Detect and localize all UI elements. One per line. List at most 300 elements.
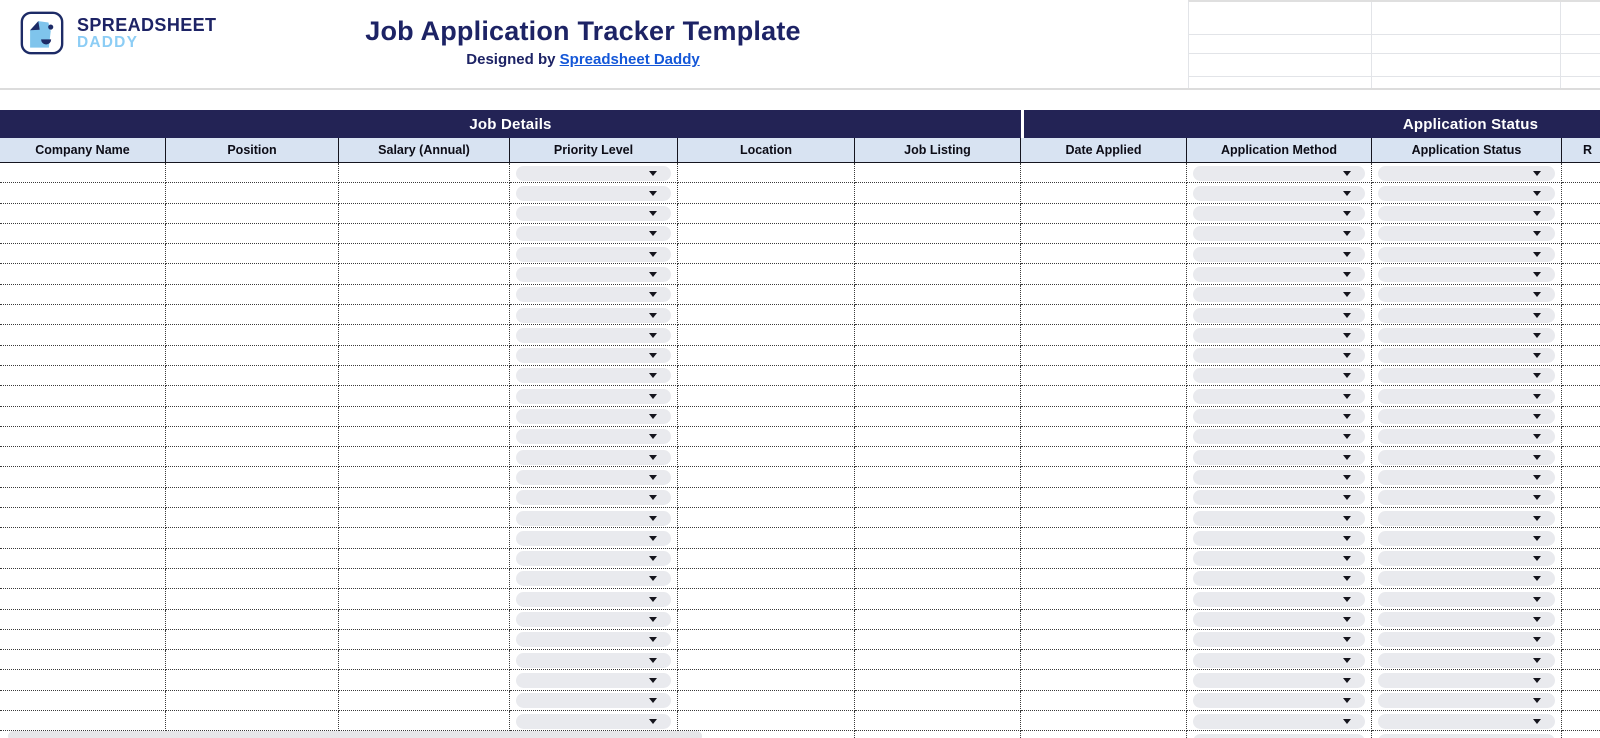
cell-salary-annual[interactable] (339, 589, 510, 609)
cell-salary-annual[interactable] (339, 264, 510, 284)
application-status-dropdown[interactable] (1378, 551, 1555, 566)
cell-salary-annual[interactable] (339, 305, 510, 325)
cell-company-name[interactable] (0, 630, 166, 650)
cell-application-status[interactable] (1372, 670, 1562, 690)
application-status-dropdown[interactable] (1378, 571, 1555, 586)
priority-level-dropdown[interactable] (516, 206, 671, 221)
cell-location[interactable] (678, 285, 855, 305)
application-method-dropdown[interactable] (1193, 247, 1365, 262)
cell-position[interactable] (166, 610, 339, 630)
cell-r[interactable] (1562, 244, 1600, 264)
cell-position[interactable] (166, 488, 339, 508)
cell-r[interactable] (1562, 711, 1600, 731)
cell-job-listing[interactable] (855, 528, 1021, 548)
cell-application-status[interactable] (1372, 407, 1562, 427)
cell-job-listing[interactable] (855, 589, 1021, 609)
cell-priority-level[interactable] (510, 670, 678, 690)
priority-level-dropdown[interactable] (516, 693, 671, 708)
cell-r[interactable] (1562, 528, 1600, 548)
column-header-job-listing[interactable]: Job Listing (855, 138, 1021, 163)
cell-company-name[interactable] (0, 691, 166, 711)
cell-location[interactable] (678, 264, 855, 284)
horizontal-scrollbar-thumb[interactable] (8, 731, 702, 738)
cell-application-status[interactable] (1372, 427, 1562, 447)
cell-job-listing[interactable] (855, 204, 1021, 224)
cell-priority-level[interactable] (510, 204, 678, 224)
application-status-dropdown[interactable] (1378, 592, 1555, 607)
cell-position[interactable] (166, 325, 339, 345)
cell-r[interactable] (1562, 589, 1600, 609)
cell-r[interactable] (1562, 346, 1600, 366)
cell-priority-level[interactable] (510, 407, 678, 427)
cell-application-method[interactable] (1187, 285, 1372, 305)
cell-application-status[interactable] (1372, 630, 1562, 650)
priority-level-dropdown[interactable] (516, 267, 671, 282)
cell-r[interactable] (1562, 650, 1600, 670)
cell-company-name[interactable] (0, 325, 166, 345)
cell-application-method[interactable] (1187, 508, 1372, 528)
cell-location[interactable] (678, 589, 855, 609)
cell-position[interactable] (166, 691, 339, 711)
cell-application-status[interactable] (1372, 569, 1562, 589)
cell-application-status[interactable] (1372, 650, 1562, 670)
cell-company-name[interactable] (0, 427, 166, 447)
priority-level-dropdown[interactable] (516, 612, 671, 627)
cell-application-status[interactable] (1372, 264, 1562, 284)
cell-company-name[interactable] (0, 650, 166, 670)
cell-location[interactable] (678, 569, 855, 589)
priority-level-dropdown[interactable] (516, 409, 671, 424)
cell-company-name[interactable] (0, 447, 166, 467)
cell-application-status[interactable] (1372, 549, 1562, 569)
application-method-dropdown[interactable] (1193, 206, 1365, 221)
priority-level-dropdown[interactable] (516, 571, 671, 586)
application-method-dropdown[interactable] (1193, 632, 1365, 647)
cell-salary-annual[interactable] (339, 183, 510, 203)
cell-priority-level[interactable] (510, 183, 678, 203)
cell-application-method[interactable] (1187, 488, 1372, 508)
cell-company-name[interactable] (0, 508, 166, 528)
cell-company-name[interactable] (0, 670, 166, 690)
cell-position[interactable] (166, 589, 339, 609)
cell-position[interactable] (166, 285, 339, 305)
priority-level-dropdown[interactable] (516, 673, 671, 688)
cell-salary-annual[interactable] (339, 630, 510, 650)
cell-position[interactable] (166, 366, 339, 386)
cell-company-name[interactable] (0, 488, 166, 508)
column-header-company-name[interactable]: Company Name (0, 138, 166, 163)
cell-date-applied[interactable] (1021, 691, 1187, 711)
column-header-application-status[interactable]: Application Status (1372, 138, 1562, 163)
cell-job-listing[interactable] (855, 224, 1021, 244)
cell-application-method[interactable] (1187, 447, 1372, 467)
cell-position[interactable] (166, 528, 339, 548)
cell-location[interactable] (678, 244, 855, 264)
cell-application-status[interactable] (1372, 224, 1562, 244)
cell-company-name[interactable] (0, 183, 166, 203)
cell-company-name[interactable] (0, 285, 166, 305)
application-status-dropdown[interactable] (1378, 632, 1555, 647)
cell-r[interactable] (1562, 325, 1600, 345)
cell-job-listing[interactable] (855, 670, 1021, 690)
cell-priority-level[interactable] (510, 589, 678, 609)
cell-r[interactable] (1562, 183, 1600, 203)
cell-application-method[interactable] (1187, 386, 1372, 406)
application-method-dropdown[interactable] (1193, 450, 1365, 465)
application-status-dropdown[interactable] (1378, 206, 1555, 221)
cell-location[interactable] (678, 204, 855, 224)
cell-location[interactable] (678, 691, 855, 711)
cell-location[interactable] (678, 610, 855, 630)
application-status-dropdown[interactable] (1378, 409, 1555, 424)
cell-job-listing[interactable] (855, 467, 1021, 487)
cell-application-method[interactable] (1187, 224, 1372, 244)
cell-priority-level[interactable] (510, 386, 678, 406)
cell-job-listing[interactable] (855, 731, 1021, 738)
cell-date-applied[interactable] (1021, 528, 1187, 548)
cell-job-listing[interactable] (855, 508, 1021, 528)
cell-application-method[interactable] (1187, 305, 1372, 325)
cell-date-applied[interactable] (1021, 346, 1187, 366)
cell-priority-level[interactable] (510, 528, 678, 548)
cell-position[interactable] (166, 670, 339, 690)
cell-job-listing[interactable] (855, 447, 1021, 467)
application-status-dropdown[interactable] (1378, 653, 1555, 668)
empty-grid-cell[interactable] (1189, 2, 1372, 35)
application-status-dropdown[interactable] (1378, 226, 1555, 241)
cell-location[interactable] (678, 549, 855, 569)
cell-application-status[interactable] (1372, 366, 1562, 386)
application-status-dropdown[interactable] (1378, 328, 1555, 343)
cell-application-method[interactable] (1187, 691, 1372, 711)
cell-date-applied[interactable] (1021, 467, 1187, 487)
priority-level-dropdown[interactable] (516, 511, 671, 526)
cell-job-listing[interactable] (855, 549, 1021, 569)
cell-job-listing[interactable] (855, 244, 1021, 264)
cell-salary-annual[interactable] (339, 691, 510, 711)
cell-salary-annual[interactable] (339, 467, 510, 487)
cell-r[interactable] (1562, 731, 1600, 738)
cell-application-method[interactable] (1187, 670, 1372, 690)
application-status-dropdown[interactable] (1378, 693, 1555, 708)
cell-job-listing[interactable] (855, 610, 1021, 630)
cell-priority-level[interactable] (510, 630, 678, 650)
cell-priority-level[interactable] (510, 244, 678, 264)
application-method-dropdown[interactable] (1193, 612, 1365, 627)
cell-date-applied[interactable] (1021, 589, 1187, 609)
application-method-dropdown[interactable] (1193, 571, 1365, 586)
cell-priority-level[interactable] (510, 163, 678, 183)
priority-level-dropdown[interactable] (516, 328, 671, 343)
cell-application-method[interactable] (1187, 731, 1372, 738)
priority-level-dropdown[interactable] (516, 531, 671, 546)
application-status-dropdown[interactable] (1378, 368, 1555, 383)
cell-r[interactable] (1562, 407, 1600, 427)
cell-position[interactable] (166, 224, 339, 244)
cell-application-status[interactable] (1372, 691, 1562, 711)
cell-location[interactable] (678, 650, 855, 670)
cell-application-method[interactable] (1187, 569, 1372, 589)
empty-grid-cell[interactable] (1189, 54, 1372, 77)
cell-location[interactable] (678, 163, 855, 183)
cell-job-listing[interactable] (855, 305, 1021, 325)
application-status-dropdown[interactable] (1378, 612, 1555, 627)
cell-location[interactable] (678, 467, 855, 487)
cell-r[interactable] (1562, 447, 1600, 467)
cell-date-applied[interactable] (1021, 163, 1187, 183)
cell-date-applied[interactable] (1021, 508, 1187, 528)
cell-application-method[interactable] (1187, 244, 1372, 264)
cell-location[interactable] (678, 630, 855, 650)
application-method-dropdown[interactable] (1193, 389, 1365, 404)
application-method-dropdown[interactable] (1193, 592, 1365, 607)
cell-company-name[interactable] (0, 204, 166, 224)
cell-date-applied[interactable] (1021, 305, 1187, 325)
cell-salary-annual[interactable] (339, 427, 510, 447)
cell-priority-level[interactable] (510, 305, 678, 325)
empty-grid-cell[interactable] (1372, 54, 1561, 77)
cell-job-listing[interactable] (855, 386, 1021, 406)
cell-r[interactable] (1562, 508, 1600, 528)
empty-grid-cell[interactable] (1372, 35, 1561, 54)
cell-company-name[interactable] (0, 244, 166, 264)
priority-level-dropdown[interactable] (516, 389, 671, 404)
cell-company-name[interactable] (0, 569, 166, 589)
cell-position[interactable] (166, 386, 339, 406)
cell-date-applied[interactable] (1021, 731, 1187, 738)
empty-grid-cell[interactable] (1189, 35, 1372, 54)
cell-company-name[interactable] (0, 610, 166, 630)
cell-priority-level[interactable] (510, 508, 678, 528)
cell-position[interactable] (166, 407, 339, 427)
cell-r[interactable] (1562, 569, 1600, 589)
cell-application-status[interactable] (1372, 610, 1562, 630)
cell-r[interactable] (1562, 264, 1600, 284)
cell-application-method[interactable] (1187, 610, 1372, 630)
cell-date-applied[interactable] (1021, 711, 1187, 731)
column-header-r[interactable]: R (1562, 138, 1600, 163)
cell-position[interactable] (166, 244, 339, 264)
cell-date-applied[interactable] (1021, 427, 1187, 447)
cell-company-name[interactable] (0, 711, 166, 731)
cell-job-listing[interactable] (855, 427, 1021, 447)
cell-priority-level[interactable] (510, 285, 678, 305)
application-method-dropdown[interactable] (1193, 409, 1365, 424)
application-method-dropdown[interactable] (1193, 368, 1365, 383)
cell-salary-annual[interactable] (339, 569, 510, 589)
empty-grid-cell[interactable] (1561, 54, 1600, 77)
cell-application-status[interactable] (1372, 244, 1562, 264)
application-method-dropdown[interactable] (1193, 490, 1365, 505)
application-method-dropdown[interactable] (1193, 714, 1365, 729)
cell-position[interactable] (166, 569, 339, 589)
column-header-location[interactable]: Location (678, 138, 855, 163)
application-method-dropdown[interactable] (1193, 734, 1365, 738)
cell-location[interactable] (678, 488, 855, 508)
cell-location[interactable] (678, 670, 855, 690)
cell-salary-annual[interactable] (339, 244, 510, 264)
cell-date-applied[interactable] (1021, 224, 1187, 244)
cell-application-status[interactable] (1372, 711, 1562, 731)
cell-company-name[interactable] (0, 549, 166, 569)
cell-salary-annual[interactable] (339, 549, 510, 569)
application-method-dropdown[interactable] (1193, 348, 1365, 363)
cell-location[interactable] (678, 224, 855, 244)
column-header-date-applied[interactable]: Date Applied (1021, 138, 1187, 163)
cell-date-applied[interactable] (1021, 610, 1187, 630)
application-method-dropdown[interactable] (1193, 308, 1365, 323)
application-status-dropdown[interactable] (1378, 673, 1555, 688)
cell-location[interactable] (678, 386, 855, 406)
application-method-dropdown[interactable] (1193, 653, 1365, 668)
cell-company-name[interactable] (0, 528, 166, 548)
cell-location[interactable] (678, 731, 855, 738)
cell-application-status[interactable] (1372, 488, 1562, 508)
cell-application-method[interactable] (1187, 589, 1372, 609)
cell-application-method[interactable] (1187, 407, 1372, 427)
cell-r[interactable] (1562, 610, 1600, 630)
empty-grid-cell[interactable] (1561, 2, 1600, 35)
cell-position[interactable] (166, 204, 339, 224)
application-status-dropdown[interactable] (1378, 470, 1555, 485)
cell-location[interactable] (678, 305, 855, 325)
cell-job-listing[interactable] (855, 711, 1021, 731)
cell-salary-annual[interactable] (339, 488, 510, 508)
priority-level-dropdown[interactable] (516, 368, 671, 383)
cell-position[interactable] (166, 711, 339, 731)
cell-company-name[interactable] (0, 407, 166, 427)
cell-priority-level[interactable] (510, 346, 678, 366)
cell-date-applied[interactable] (1021, 630, 1187, 650)
cell-r[interactable] (1562, 224, 1600, 244)
cell-location[interactable] (678, 346, 855, 366)
cell-date-applied[interactable] (1021, 670, 1187, 690)
application-status-dropdown[interactable] (1378, 450, 1555, 465)
cell-r[interactable] (1562, 163, 1600, 183)
cell-job-listing[interactable] (855, 346, 1021, 366)
cell-priority-level[interactable] (510, 325, 678, 345)
priority-level-dropdown[interactable] (516, 166, 671, 181)
cell-date-applied[interactable] (1021, 447, 1187, 467)
application-method-dropdown[interactable] (1193, 551, 1365, 566)
application-method-dropdown[interactable] (1193, 287, 1365, 302)
cell-location[interactable] (678, 407, 855, 427)
cell-priority-level[interactable] (510, 569, 678, 589)
cell-application-method[interactable] (1187, 630, 1372, 650)
section-header-job-details[interactable]: Job Details (0, 110, 1021, 138)
application-method-dropdown[interactable] (1193, 226, 1365, 241)
application-status-dropdown[interactable] (1378, 166, 1555, 181)
cell-salary-annual[interactable] (339, 508, 510, 528)
cell-salary-annual[interactable] (339, 650, 510, 670)
section-header-application-status[interactable]: Application Status (1021, 110, 1600, 138)
application-method-dropdown[interactable] (1193, 673, 1365, 688)
cell-application-status[interactable] (1372, 325, 1562, 345)
cell-priority-level[interactable] (510, 549, 678, 569)
cell-position[interactable] (166, 508, 339, 528)
priority-level-dropdown[interactable] (516, 429, 671, 444)
cell-date-applied[interactable] (1021, 407, 1187, 427)
cell-priority-level[interactable] (510, 224, 678, 244)
cell-application-method[interactable] (1187, 346, 1372, 366)
cell-application-method[interactable] (1187, 163, 1372, 183)
cell-job-listing[interactable] (855, 285, 1021, 305)
cell-company-name[interactable] (0, 467, 166, 487)
cell-priority-level[interactable] (510, 488, 678, 508)
cell-company-name[interactable] (0, 386, 166, 406)
priority-level-dropdown[interactable] (516, 490, 671, 505)
cell-position[interactable] (166, 630, 339, 650)
column-header-salary-annual[interactable]: Salary (Annual) (339, 138, 510, 163)
application-method-dropdown[interactable] (1193, 328, 1365, 343)
cell-priority-level[interactable] (510, 610, 678, 630)
priority-level-dropdown[interactable] (516, 186, 671, 201)
cell-job-listing[interactable] (855, 691, 1021, 711)
cell-job-listing[interactable] (855, 569, 1021, 589)
cell-position[interactable] (166, 163, 339, 183)
application-status-dropdown[interactable] (1378, 511, 1555, 526)
cell-priority-level[interactable] (510, 264, 678, 284)
cell-priority-level[interactable] (510, 711, 678, 731)
cell-r[interactable] (1562, 386, 1600, 406)
cell-company-name[interactable] (0, 346, 166, 366)
priority-level-dropdown[interactable] (516, 287, 671, 302)
cell-date-applied[interactable] (1021, 488, 1187, 508)
cell-position[interactable] (166, 427, 339, 447)
column-header-application-method[interactable]: Application Method (1187, 138, 1372, 163)
application-status-dropdown[interactable] (1378, 531, 1555, 546)
cell-application-status[interactable] (1372, 528, 1562, 548)
cell-application-status[interactable] (1372, 386, 1562, 406)
cell-position[interactable] (166, 549, 339, 569)
cell-r[interactable] (1562, 467, 1600, 487)
priority-level-dropdown[interactable] (516, 470, 671, 485)
cell-job-listing[interactable] (855, 163, 1021, 183)
priority-level-dropdown[interactable] (516, 632, 671, 647)
cell-salary-annual[interactable] (339, 447, 510, 467)
cell-priority-level[interactable] (510, 691, 678, 711)
cell-date-applied[interactable] (1021, 569, 1187, 589)
priority-level-dropdown[interactable] (516, 308, 671, 323)
cell-application-status[interactable] (1372, 346, 1562, 366)
cell-salary-annual[interactable] (339, 386, 510, 406)
cell-application-status[interactable] (1372, 467, 1562, 487)
cell-position[interactable] (166, 264, 339, 284)
priority-level-dropdown[interactable] (516, 450, 671, 465)
cell-location[interactable] (678, 528, 855, 548)
empty-grid-cell[interactable] (1561, 35, 1600, 54)
cell-date-applied[interactable] (1021, 386, 1187, 406)
application-status-dropdown[interactable] (1378, 247, 1555, 262)
cell-job-listing[interactable] (855, 366, 1021, 386)
cell-r[interactable] (1562, 630, 1600, 650)
cell-application-method[interactable] (1187, 650, 1372, 670)
application-status-dropdown[interactable] (1378, 714, 1555, 729)
cell-r[interactable] (1562, 305, 1600, 325)
cell-position[interactable] (166, 447, 339, 467)
cell-location[interactable] (678, 711, 855, 731)
cell-r[interactable] (1562, 488, 1600, 508)
empty-grid-cell[interactable] (1372, 2, 1561, 35)
column-header-priority-level[interactable]: Priority Level (510, 138, 678, 163)
cell-job-listing[interactable] (855, 650, 1021, 670)
cell-date-applied[interactable] (1021, 549, 1187, 569)
application-method-dropdown[interactable] (1193, 531, 1365, 546)
cell-application-method[interactable] (1187, 183, 1372, 203)
application-status-dropdown[interactable] (1378, 429, 1555, 444)
cell-r[interactable] (1562, 427, 1600, 447)
application-status-dropdown[interactable] (1378, 734, 1555, 738)
